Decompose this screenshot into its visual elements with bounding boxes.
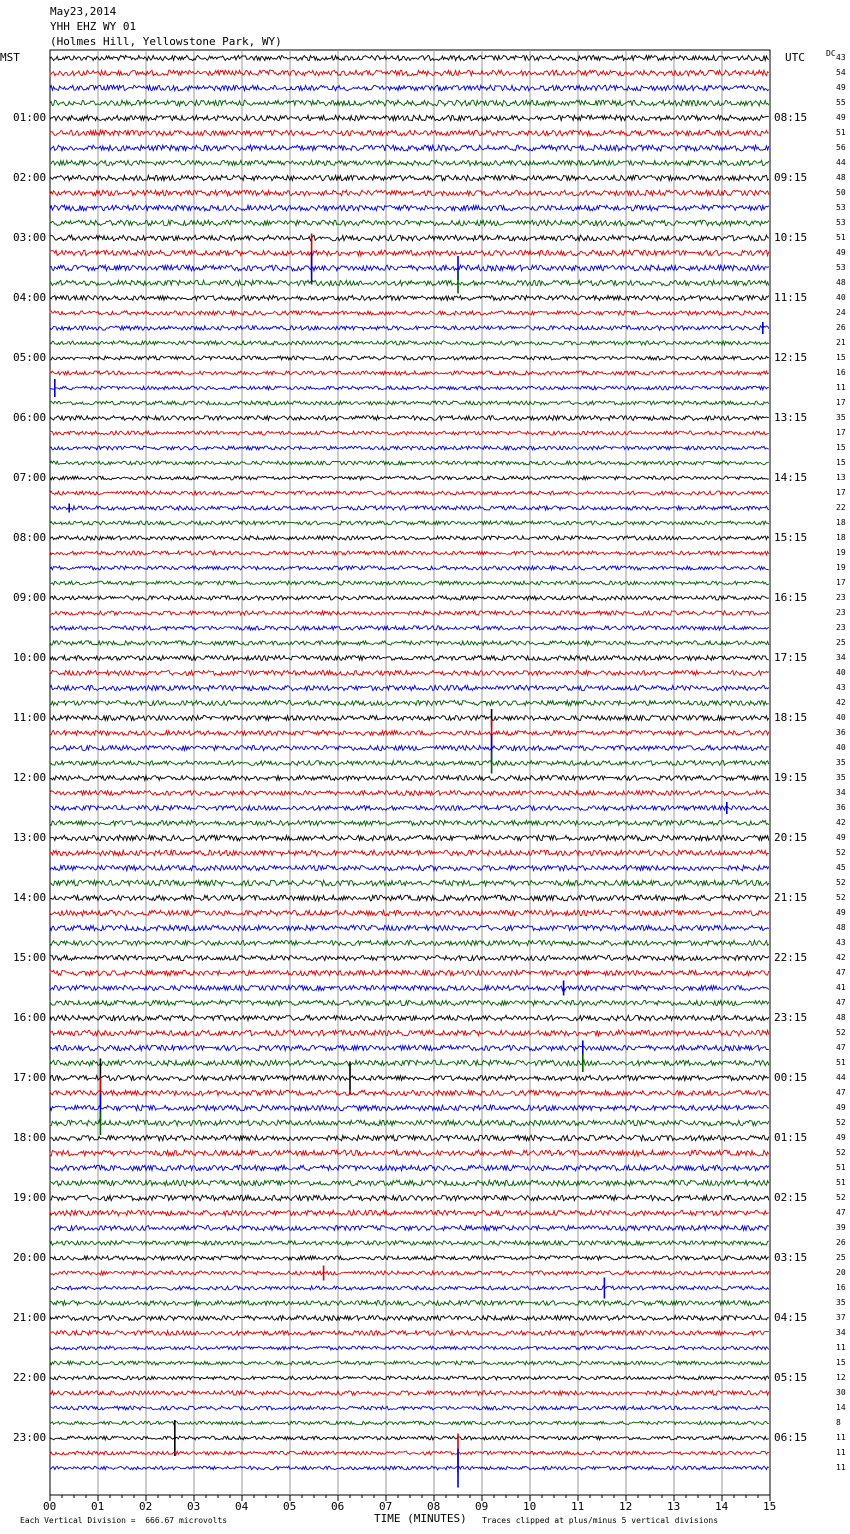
trace-row xyxy=(50,1226,769,1231)
dc-offset-value: 8 xyxy=(836,1418,841,1427)
utc-hour-label: 20:15 xyxy=(774,831,808,844)
utc-hour-label: 10:15 xyxy=(774,231,808,244)
dc-offset-value: 14 xyxy=(836,1403,846,1412)
trace-row xyxy=(50,296,769,301)
trace-row xyxy=(50,371,769,375)
trace-row xyxy=(50,776,769,781)
plot-date: May23,2014 xyxy=(50,5,117,18)
mst-hour-label: 13:00 xyxy=(13,831,47,844)
trace-row xyxy=(50,1120,769,1126)
dc-offset-value: 19 xyxy=(836,563,846,572)
dc-offset-value: 16 xyxy=(836,368,846,377)
mst-hour-label: 08:00 xyxy=(13,531,47,544)
trace-row xyxy=(50,85,769,90)
trace-row xyxy=(50,1376,769,1380)
dc-offset-value: 49 xyxy=(836,113,846,122)
mst-hour-label: 06:00 xyxy=(13,411,47,424)
mst-hour-label: 09:00 xyxy=(13,591,47,604)
mst-hour-label: 03:00 xyxy=(13,231,47,244)
trace-row xyxy=(50,55,769,60)
trace-row xyxy=(50,401,769,405)
trace-row xyxy=(50,1361,769,1365)
dc-offset-value: 44 xyxy=(836,158,846,167)
x-tick-label: 14 xyxy=(715,1500,729,1513)
trace-row xyxy=(50,115,769,120)
x-tick-label: 03 xyxy=(187,1500,201,1513)
trace-row xyxy=(50,761,769,766)
utc-hour-label: 13:15 xyxy=(774,411,808,424)
dc-offset-value: 42 xyxy=(836,953,846,962)
trace-row xyxy=(50,1406,769,1410)
dc-offset-value: 52 xyxy=(836,1028,846,1037)
dc-offset-value: 49 xyxy=(836,83,846,92)
dc-offset-value: 55 xyxy=(836,98,846,107)
dc-offset-value: 40 xyxy=(836,293,846,302)
utc-hour-label: 11:15 xyxy=(774,291,808,304)
scale-note: Each Vertical Division = 666.67 microvolts xyxy=(20,1516,228,1525)
dc-offset-value: 43 xyxy=(836,938,846,947)
dc-offset-value: 25 xyxy=(836,638,846,647)
dc-offset-value: 13 xyxy=(836,473,846,482)
dc-offset-value: 56 xyxy=(836,143,846,152)
dc-offset-value: 19 xyxy=(836,548,846,557)
dc-offset-value: 39 xyxy=(836,1223,846,1232)
mst-hour-label: 22:00 xyxy=(13,1371,47,1384)
trace-row xyxy=(50,1331,769,1336)
utc-hour-label: 01:15 xyxy=(774,1131,808,1144)
utc-hour-label: 21:15 xyxy=(774,891,808,904)
utc-hour-label: 18:15 xyxy=(774,711,808,724)
dc-offset-value: 23 xyxy=(836,608,846,617)
dc-offset-value: 35 xyxy=(836,773,846,782)
dc-offset-value: 51 xyxy=(836,233,846,242)
dc-offset-value: 35 xyxy=(836,413,846,422)
trace-row xyxy=(50,716,769,721)
trace-row xyxy=(50,70,769,76)
trace-row xyxy=(50,1346,769,1350)
x-tick-label: 05 xyxy=(283,1500,297,1513)
trace-row xyxy=(50,220,769,226)
station-code: YHH EHZ WY 01 xyxy=(50,20,137,33)
x-tick-label: 04 xyxy=(235,1500,249,1513)
trace-row xyxy=(50,461,769,465)
x-tick-label: 01 xyxy=(91,1500,105,1513)
dc-offset-value: 51 xyxy=(836,1058,846,1067)
trace-row xyxy=(50,671,769,676)
dc-offset-value: 21 xyxy=(836,338,846,347)
utc-hour-label: 02:15 xyxy=(774,1191,808,1204)
dc-column-title: DC xyxy=(826,49,836,58)
x-tick-label: 15 xyxy=(763,1500,777,1513)
trace-row xyxy=(50,386,769,390)
trace-row xyxy=(50,1391,769,1396)
dc-offset-value: 51 xyxy=(836,1163,846,1172)
dc-offset-value: 20 xyxy=(836,1268,846,1277)
dc-offset-value: 11 xyxy=(836,1448,846,1457)
trace-row xyxy=(50,1436,769,1440)
trace-row xyxy=(50,865,769,870)
mst-hour-label: 23:00 xyxy=(13,1431,47,1444)
trace-row xyxy=(50,326,769,330)
trace-row xyxy=(50,311,769,315)
trace-row xyxy=(50,970,769,975)
trace-row xyxy=(50,1015,769,1020)
dc-offset-value: 12 xyxy=(836,1373,846,1382)
mst-hour-label: 01:00 xyxy=(13,111,47,124)
trace-row xyxy=(50,341,769,345)
trace-row xyxy=(50,190,769,196)
utc-hour-label: 09:15 xyxy=(774,171,808,184)
dc-offset-value: 43 xyxy=(836,53,846,62)
trace-row xyxy=(50,835,769,840)
utc-hour-label: 03:15 xyxy=(774,1251,808,1264)
utc-hour-label: 22:15 xyxy=(774,951,808,964)
dc-offset-value: 35 xyxy=(836,1298,846,1307)
trace-row xyxy=(50,1210,769,1215)
dc-offset-value: 16 xyxy=(836,1283,846,1292)
dc-offset-value: 15 xyxy=(836,443,846,452)
dc-offset-value: 41 xyxy=(836,983,846,992)
trace-row xyxy=(50,1256,769,1260)
trace-row xyxy=(50,491,769,495)
trace-row xyxy=(50,1286,769,1290)
mst-hour-label: 21:00 xyxy=(13,1311,47,1324)
x-tick-label: 06 xyxy=(331,1500,345,1513)
dc-offset-value: 22 xyxy=(836,503,846,512)
x-tick-label: 00 xyxy=(43,1500,57,1513)
dc-offset-value: 48 xyxy=(836,278,846,287)
utc-hour-label: 05:15 xyxy=(774,1371,808,1384)
trace-row xyxy=(50,1075,769,1080)
dc-offset-value: 34 xyxy=(836,788,846,797)
dc-offset-value: 48 xyxy=(836,173,846,182)
trace-row xyxy=(50,1105,769,1110)
dc-offset-value: 15 xyxy=(836,458,846,467)
trace-row xyxy=(50,1045,769,1050)
utc-hour-label: 15:15 xyxy=(774,531,808,544)
mst-hour-label: 14:00 xyxy=(13,891,47,904)
dc-offset-value: 49 xyxy=(836,908,846,917)
dc-offset-value: 11 xyxy=(836,1463,846,1472)
dc-offset-value: 47 xyxy=(836,1043,846,1052)
trace-row xyxy=(50,910,769,915)
trace-row xyxy=(50,940,769,945)
x-tick-label: 11 xyxy=(571,1500,585,1513)
dc-offset-value: 11 xyxy=(836,383,846,392)
dc-offset-value: 47 xyxy=(836,1088,846,1097)
trace-row xyxy=(50,806,769,811)
dc-offset-value: 17 xyxy=(836,428,846,437)
dc-offset-value: 42 xyxy=(836,818,846,827)
trace-row xyxy=(50,955,769,960)
trace-row xyxy=(50,431,769,435)
utc-hour-label: 16:15 xyxy=(774,591,808,604)
trace-row xyxy=(50,700,769,705)
dc-offset-value: 45 xyxy=(836,863,846,872)
trace-row xyxy=(50,205,769,211)
dc-offset-value: 17 xyxy=(836,578,846,587)
trace-row xyxy=(50,1000,769,1005)
trace-row xyxy=(50,1150,769,1156)
trace-row xyxy=(50,746,769,751)
trace-row xyxy=(50,1030,769,1036)
trace-row xyxy=(50,1451,769,1455)
trace-row xyxy=(50,265,769,271)
trace-row xyxy=(50,506,769,510)
mst-hour-label: 20:00 xyxy=(13,1251,47,1264)
dc-offset-value: 26 xyxy=(836,323,846,332)
dc-offset-value: 47 xyxy=(836,998,846,1007)
trace-row xyxy=(50,611,769,615)
dc-offset-value: 36 xyxy=(836,803,846,812)
x-tick-label: 02 xyxy=(139,1500,153,1513)
trace-row xyxy=(50,521,769,525)
mst-hour-label: 12:00 xyxy=(13,771,47,784)
dc-offset-value: 15 xyxy=(836,1358,846,1367)
mst-hour-label: 11:00 xyxy=(13,711,47,724)
trace-row xyxy=(50,1421,769,1425)
trace-row xyxy=(50,145,769,151)
dc-offset-value: 43 xyxy=(836,683,846,692)
dc-offset-value: 40 xyxy=(836,713,846,722)
dc-offset-value: 51 xyxy=(836,128,846,137)
trace-row xyxy=(50,1135,769,1140)
dc-offset-value: 26 xyxy=(836,1238,846,1247)
dc-offset-value: 49 xyxy=(836,1133,846,1142)
mst-hour-label: 18:00 xyxy=(13,1131,47,1144)
trace-row xyxy=(50,581,769,585)
trace-row xyxy=(50,641,769,645)
x-tick-label: 07 xyxy=(379,1500,393,1513)
dc-offset-value: 48 xyxy=(836,923,846,932)
dc-offset-value: 52 xyxy=(836,1118,846,1127)
dc-offset-value: 23 xyxy=(836,623,846,632)
trace-row xyxy=(50,925,769,930)
dc-offset-value: 51 xyxy=(836,1178,846,1187)
utc-hour-label: 04:15 xyxy=(774,1311,808,1324)
x-tick-label: 13 xyxy=(667,1500,681,1513)
dc-offset-value: 15 xyxy=(836,353,846,362)
x-tick-label: 08 xyxy=(427,1500,441,1513)
station-location: (Holmes Hill, Yellowstone Park, WY) xyxy=(50,35,282,48)
trace-row xyxy=(50,895,769,901)
mst-hour-label: 17:00 xyxy=(13,1071,47,1084)
dc-offset-value: 40 xyxy=(836,743,846,752)
dc-offset-value: 52 xyxy=(836,1193,846,1202)
mst-hour-label: 19:00 xyxy=(13,1191,47,1204)
dc-offset-value: 52 xyxy=(836,878,846,887)
dc-offset-value: 47 xyxy=(836,1208,846,1217)
dc-offset-value: 11 xyxy=(836,1433,846,1442)
dc-offset-value: 49 xyxy=(836,833,846,842)
trace-row xyxy=(50,1466,769,1470)
trace-row xyxy=(50,1316,769,1321)
dc-offset-value: 24 xyxy=(836,308,846,317)
trace-row xyxy=(50,476,769,480)
dc-offset-value: 17 xyxy=(836,488,846,497)
mst-hour-label: 10:00 xyxy=(13,651,47,664)
dc-offset-value: 34 xyxy=(836,1328,846,1337)
dc-offset-value: 53 xyxy=(836,263,846,272)
trace-row xyxy=(50,820,769,825)
trace-row xyxy=(50,130,769,136)
dc-offset-value: 17 xyxy=(836,398,846,407)
mst-hour-label: 04:00 xyxy=(13,291,47,304)
trace-row xyxy=(50,416,769,421)
dc-offset-value: 34 xyxy=(836,653,846,662)
dc-offset-value: 52 xyxy=(836,1148,846,1157)
mst-hour-label: 07:00 xyxy=(13,471,47,484)
dc-offset-value: 40 xyxy=(836,668,846,677)
mst-axis-title: MST xyxy=(0,51,20,64)
utc-hour-label: 17:15 xyxy=(774,651,808,664)
utc-hour-label: 12:15 xyxy=(774,351,808,364)
trace-row xyxy=(50,235,769,241)
dc-offset-value: 30 xyxy=(836,1388,846,1397)
trace-row xyxy=(50,1165,769,1171)
mst-hour-label: 16:00 xyxy=(13,1011,47,1024)
trace-row xyxy=(50,446,769,450)
utc-hour-label: 00:15 xyxy=(774,1071,808,1084)
trace-row xyxy=(50,1195,769,1201)
dc-offset-value: 36 xyxy=(836,728,846,737)
dc-offset-value: 48 xyxy=(836,1013,846,1022)
trace-row xyxy=(50,160,769,165)
utc-hour-label: 19:15 xyxy=(774,771,808,784)
trace-row xyxy=(50,356,769,360)
utc-hour-label: 06:15 xyxy=(774,1431,808,1444)
dc-offset-value: 49 xyxy=(836,1103,846,1112)
x-axis-title: TIME (MINUTES) xyxy=(374,1512,467,1525)
dc-offset-value: 52 xyxy=(836,893,846,902)
dc-offset-value: 49 xyxy=(836,248,846,257)
trace-row xyxy=(50,985,769,990)
trace-row xyxy=(50,1241,769,1245)
x-tick-label: 09 xyxy=(475,1500,489,1513)
trace-row xyxy=(50,1180,769,1186)
trace-row xyxy=(50,250,769,255)
x-tick-label: 12 xyxy=(619,1500,633,1513)
trace-row xyxy=(50,731,769,736)
trace-row xyxy=(50,100,769,106)
dc-offset-value: 47 xyxy=(836,968,846,977)
dc-offset-value: 53 xyxy=(836,203,846,212)
utc-hour-label: 08:15 xyxy=(774,111,808,124)
trace-row xyxy=(50,1060,769,1066)
x-tick-label: 10 xyxy=(523,1500,537,1513)
dc-offset-value: 53 xyxy=(836,218,846,227)
trace-row xyxy=(50,656,769,661)
trace-row xyxy=(50,566,769,570)
trace-row xyxy=(50,280,769,285)
trace-row xyxy=(50,175,769,180)
dc-offset-value: 25 xyxy=(836,1253,846,1262)
trace-row xyxy=(50,1301,769,1306)
dc-offset-value: 11 xyxy=(836,1343,846,1352)
mst-hour-label: 05:00 xyxy=(13,351,47,364)
dc-offset-value: 18 xyxy=(836,533,846,542)
utc-axis-title: UTC xyxy=(785,51,805,64)
dc-offset-value: 37 xyxy=(836,1313,846,1322)
trace-row xyxy=(50,1271,769,1275)
dc-offset-value: 44 xyxy=(836,1073,846,1082)
trace-row xyxy=(50,536,769,540)
trace-row xyxy=(50,596,769,600)
dc-offset-value: 52 xyxy=(836,848,846,857)
trace-row xyxy=(50,880,769,886)
trace-row xyxy=(50,685,769,690)
trace-row xyxy=(50,791,769,796)
utc-hour-label: 14:15 xyxy=(774,471,808,484)
trace-row xyxy=(50,850,769,856)
dc-offset-value: 50 xyxy=(836,188,846,197)
trace-row xyxy=(50,551,769,555)
clip-note: Traces clipped at plus/minus 5 vertical divisions xyxy=(482,1516,719,1525)
trace-row xyxy=(50,1090,769,1095)
dc-offset-value: 35 xyxy=(836,758,846,767)
dc-offset-value: 42 xyxy=(836,698,846,707)
mst-hour-label: 15:00 xyxy=(13,951,47,964)
mst-hour-label: 02:00 xyxy=(13,171,47,184)
dc-offset-value: 23 xyxy=(836,593,846,602)
dc-offset-value: 18 xyxy=(836,518,846,527)
trace-row xyxy=(50,626,769,630)
dc-offset-value: 54 xyxy=(836,68,846,77)
utc-hour-label: 23:15 xyxy=(774,1011,808,1024)
